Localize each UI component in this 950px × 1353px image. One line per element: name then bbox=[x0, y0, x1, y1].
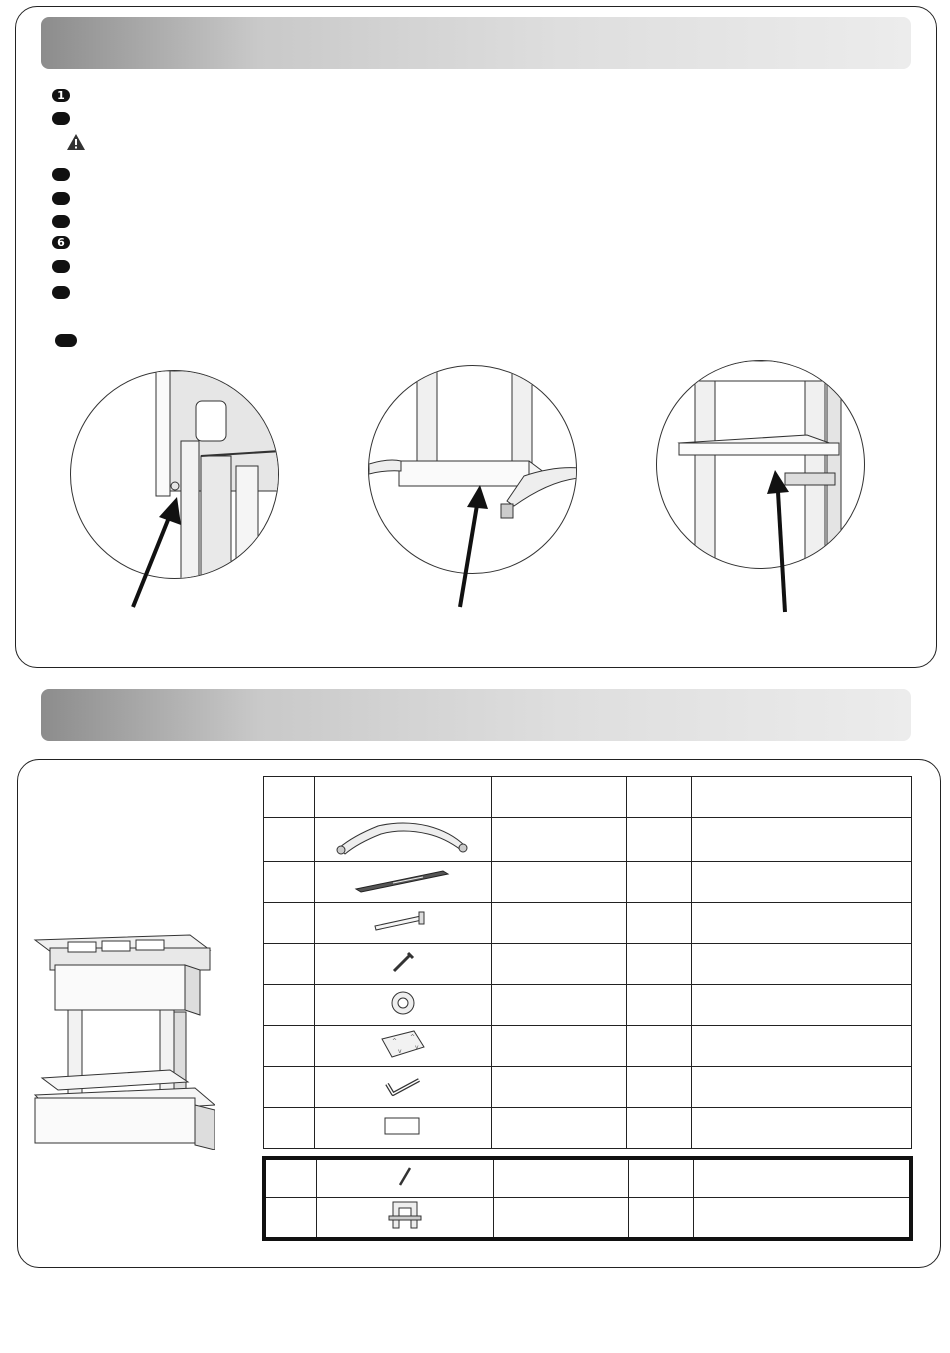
step-badge-3 bbox=[52, 168, 70, 181]
pointer-arrow-1 bbox=[125, 495, 185, 610]
section-2-header-bar bbox=[41, 689, 911, 741]
step-badge-5 bbox=[52, 215, 70, 228]
svg-text:v: v bbox=[415, 1043, 419, 1051]
step-badge-2 bbox=[52, 112, 70, 125]
header-cell bbox=[264, 777, 315, 818]
step-badge-1: 1 bbox=[52, 89, 70, 102]
svg-text:v: v bbox=[398, 1047, 402, 1055]
curved-base-leg-icon bbox=[333, 818, 473, 856]
table-row bbox=[264, 903, 912, 944]
assembled-stand-illustration bbox=[30, 920, 215, 1150]
table-row bbox=[264, 1026, 912, 1067]
header-cell bbox=[315, 777, 492, 818]
step-badge-9 bbox=[55, 334, 77, 347]
header-cell bbox=[492, 777, 627, 818]
pointer-arrow-2 bbox=[450, 485, 490, 610]
table-row bbox=[264, 818, 912, 862]
washer-icon bbox=[388, 988, 418, 1018]
short-bolt-icon bbox=[388, 949, 418, 975]
svg-text:^: ^ bbox=[410, 1033, 416, 1041]
header-cell bbox=[692, 777, 912, 818]
clip-bracket-icon bbox=[385, 1198, 425, 1232]
step-badge-6: 6 bbox=[52, 236, 70, 249]
flat-bracket-icon bbox=[353, 865, 453, 895]
mounting-plate-icon bbox=[378, 1027, 428, 1061]
parts-table bbox=[263, 776, 912, 1149]
table-row bbox=[264, 1158, 911, 1198]
table-row bbox=[264, 862, 912, 903]
svg-text:^: ^ bbox=[392, 1037, 398, 1045]
section-1-header-bar bbox=[41, 17, 911, 69]
table-row bbox=[264, 944, 912, 985]
table-row bbox=[264, 1198, 911, 1240]
shelf-crossbar-detail bbox=[656, 360, 865, 569]
pointer-arrow-3 bbox=[765, 470, 800, 615]
step-badge-8 bbox=[52, 286, 70, 299]
table-row bbox=[264, 985, 912, 1026]
table-header-row bbox=[264, 777, 912, 818]
warning-triangle-icon bbox=[66, 133, 86, 156]
long-bolt-icon bbox=[373, 908, 433, 934]
extra-parts-table bbox=[262, 1156, 913, 1241]
small-box-icon bbox=[383, 1115, 423, 1137]
small-screw-icon bbox=[395, 1163, 415, 1189]
hex-key-icon bbox=[383, 1070, 423, 1100]
step-badge-7 bbox=[52, 260, 70, 273]
step-badge-4 bbox=[52, 192, 70, 205]
header-cell bbox=[627, 777, 692, 818]
table-row bbox=[264, 1108, 912, 1149]
table-row bbox=[264, 1067, 912, 1108]
